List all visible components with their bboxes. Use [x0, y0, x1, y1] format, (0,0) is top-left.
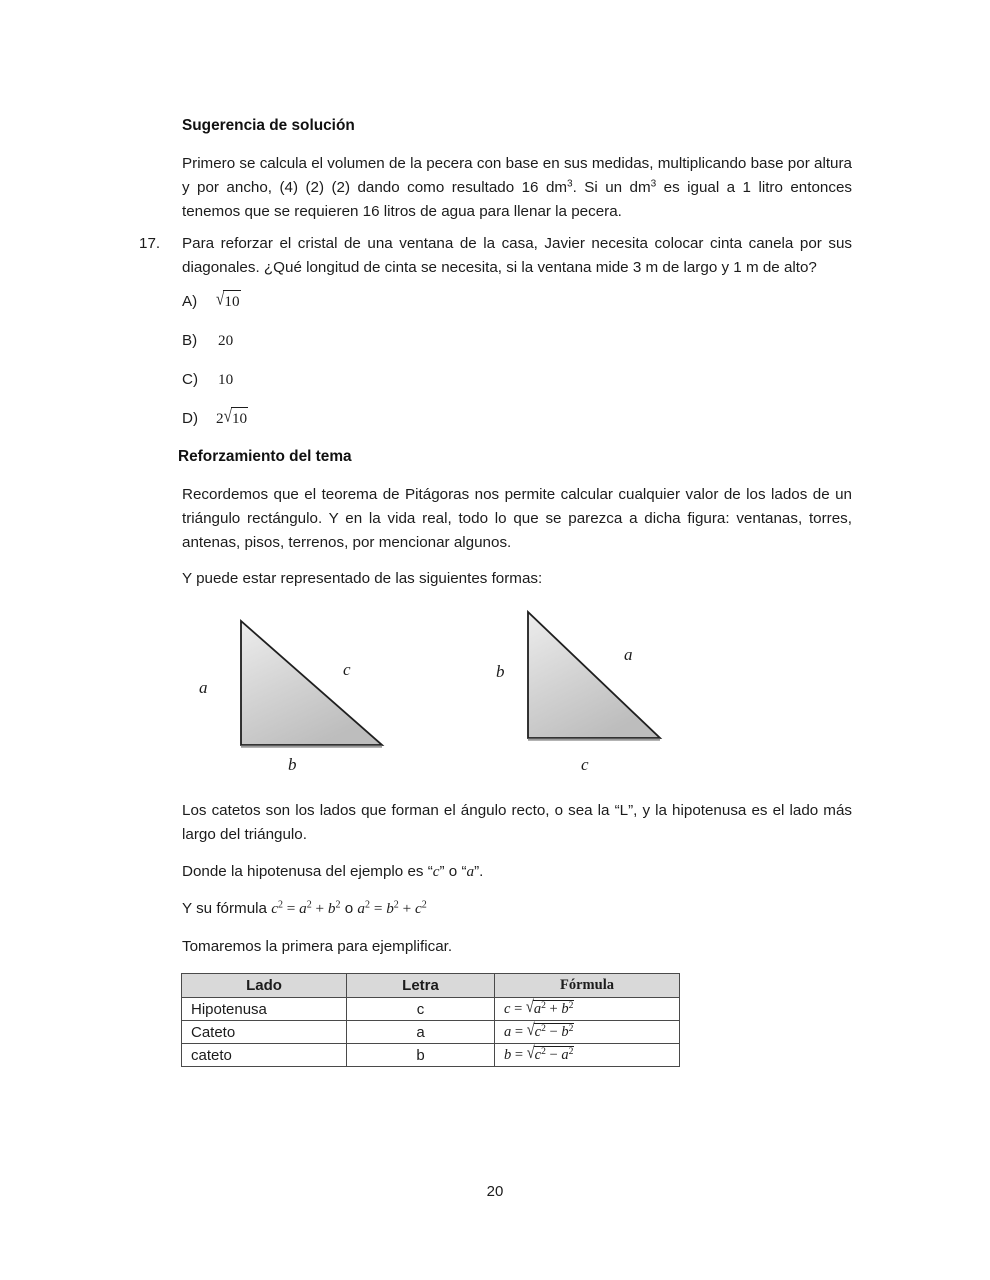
triangle-1-hypotenuse-label: c	[343, 660, 351, 679]
reinforcement-paragraph-2: Y puede estar representado de las siguientes formas:	[182, 570, 543, 587]
column-header-lado: Lado	[182, 974, 347, 998]
option-c-letter: C)	[182, 371, 199, 388]
table-row	[182, 1021, 680, 1044]
solution-text-part-1: Primero se calcula el volumen de la pecera con base en sus medidas, multiplicando base por altura y por ancho, (4) (2) (2) dando como resultado 16 dm	[182, 155, 852, 196]
right-triangle-shape-2	[478, 600, 693, 750]
formula-line-label: Y su fórmula	[182, 900, 272, 917]
reinforcement-heading: Reforzamiento del tema	[178, 448, 352, 465]
paragraph-4-variable-c: c	[432, 863, 440, 880]
solution-exponent-1: 3	[567, 178, 573, 190]
paragraph-4-after: ”.	[474, 863, 484, 880]
reinforcement-paragraph-5: Tomaremos la primera para ejemplificar.	[182, 938, 453, 955]
cell-lado-cateto-a: Cateto	[182, 1021, 347, 1044]
solution-paragraph	[182, 152, 852, 224]
cell-formula-cateto-a: $a = √c^2 - b^2$	[495, 1021, 680, 1044]
triangle-2-base-label: c	[581, 755, 589, 774]
formula-1: $c^2 = a^2 + b^2$	[271, 899, 341, 917]
sqrt-10-a: √10	[216, 290, 241, 313]
pythagorean-formula-line	[182, 897, 852, 921]
option-a-letter: A)	[182, 293, 198, 310]
option-a-value[interactable]	[216, 290, 241, 313]
question-text: Para reforzar el cristal de una ventana de la casa, Javier necesita colocar cinta canela por sus diagonales. ¿Qué longitud de cinta se necesita, si la ventana mide 3 m de largo y 1 m de alto?	[182, 235, 852, 276]
cell-formula-hipotenusa: $c = √a^2 + b^2$	[495, 998, 680, 1021]
option-b-letter: B)	[182, 332, 198, 349]
pythagoras-formula-table	[181, 973, 680, 1067]
right-triangle-shape-1	[185, 608, 400, 758]
triangle-2-hypotenuse-label: a	[624, 645, 633, 664]
cell-letra-hipotenusa: c	[347, 998, 495, 1021]
paragraph-4-before: Donde la hipotenusa del ejemplo es “	[182, 863, 433, 880]
formula-2: $a^2 = b^2 + c^2$	[357, 899, 427, 917]
page-number: 20	[486, 1183, 504, 1200]
question-number: 17.	[139, 235, 161, 252]
solution-text-part-2: . Si un dm	[572, 179, 651, 196]
option-d-coefficient: 2	[216, 410, 224, 427]
cell-lado-hipotenusa: Hipotenusa	[182, 998, 347, 1021]
figure-triangle-1	[185, 608, 400, 774]
cell-formula-cateto-b: $b = √c^2 - a^2$	[495, 1044, 680, 1067]
sqrt-10-d: √10	[224, 407, 249, 430]
solution-heading: Sugerencia de solución	[182, 117, 355, 134]
option-d-letter: D)	[182, 410, 199, 427]
triangle-1-vertical-leg-label: a	[199, 678, 208, 697]
option-c-value[interactable]: 10	[218, 371, 234, 388]
column-header-letra: Letra	[347, 974, 495, 998]
reinforcement-paragraph-1: Recordemos que el teorema de Pitágoras nos permite calcular cualquier valor de los lados de un triángulo rectángulo. Y en la vida real, todo lo que se parezca a dicha figura: ventanas, torres, antenas, pisos, terrenos, por mencionar algunos.	[182, 486, 852, 551]
solution-text-part-3: es igual a 1 litro entonces tenemos que se requieren 16 litros de agua para llenar la pecera.	[182, 179, 852, 220]
table-header-row	[182, 974, 680, 998]
formula-conjunction: o	[340, 900, 358, 917]
triangle-2-vertical-leg-label: b	[496, 662, 505, 681]
table-row	[182, 998, 680, 1021]
table-row	[182, 1044, 680, 1067]
paragraph-4-middle: ” o “	[439, 863, 467, 880]
cell-letra-cateto-a: a	[347, 1021, 495, 1044]
column-header-formula: Fórmula	[495, 974, 680, 998]
reinforcement-paragraph-3: Los catetos son los lados que forman el ángulo recto, o sea la “L”, y la hipotenusa es el lado más largo del triángulo.	[182, 802, 852, 843]
option-b-value[interactable]: 20	[218, 332, 234, 349]
solution-exponent-2: 3	[650, 178, 657, 190]
option-d-value[interactable]	[216, 407, 248, 430]
reinforcement-paragraph-4	[182, 860, 852, 884]
cell-lado-cateto-b: cateto	[182, 1044, 347, 1067]
cell-letra-cateto-b: b	[347, 1044, 495, 1067]
figure-triangle-2	[478, 600, 693, 774]
paragraph-4-variable-a: a	[466, 863, 475, 880]
triangle-1-base-label: b	[288, 755, 297, 774]
